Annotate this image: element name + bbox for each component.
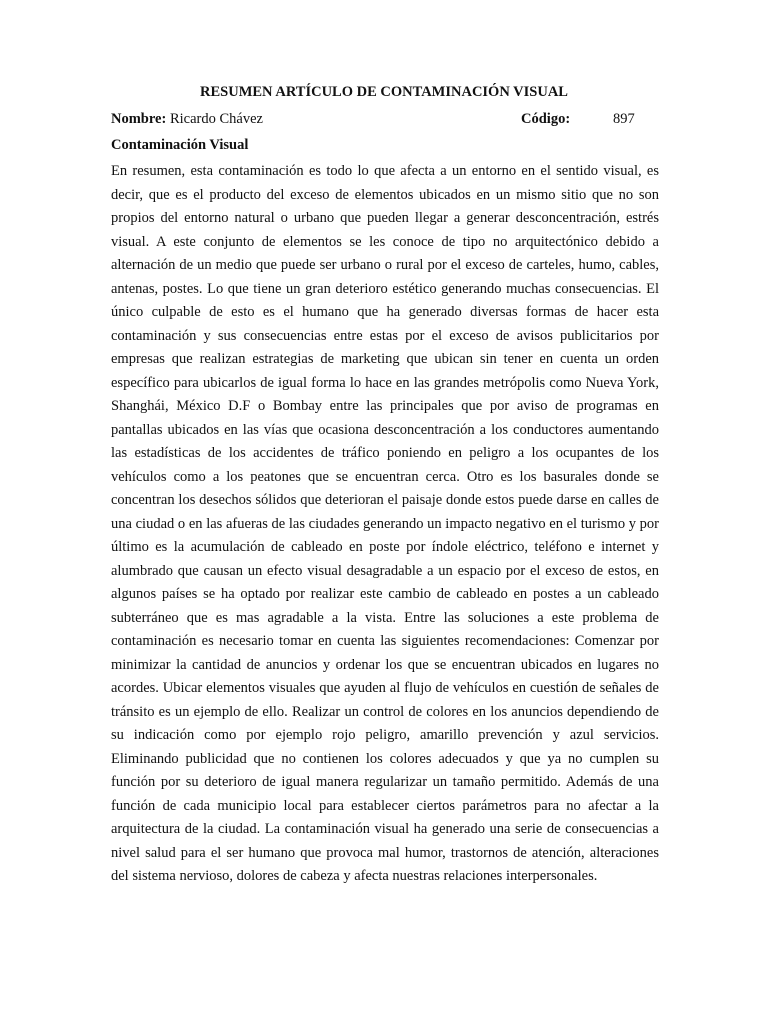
code-value: 897 — [613, 111, 635, 127]
student-info-row — [111, 111, 659, 131]
name-label: Nombre: — [111, 111, 167, 127]
name-field — [111, 111, 263, 127]
document-title: RESUMEN ARTÍCULO DE CONTAMINACIÓN VISUAL — [200, 84, 568, 100]
code-label: Código: — [521, 111, 571, 127]
code-field — [521, 111, 570, 128]
section-heading: Contaminación Visual — [111, 137, 249, 153]
name-value: Ricardo Chávez — [166, 111, 263, 127]
body-paragraph: En resumen, esta contaminación es todo lo que afecta a un entorno en el sentido visual, es decir, que es el producto del exceso de elementos ubicados en un mismo sitio que no son propios del entorno natural o urbano que pueden llegar a generar desconcentración, estrés visual. A este conjunto de elementos se les conoce de tipo no arquitectónico debido a alternación de un medio que puede ser urbano o rural por el exceso de carteles, humo, cables, antenas, postes. Lo que tiene un gran deterioro estético generando muchas consecuencias. El único culpable de esto es el humano que ha generado diversas formas de hacer esta contaminación y sus consecuencias entre estas por el exceso de avisos publicitarios por empresas que realizan estrategias de marketing que ubican sin tener en cuenta un orden específico para ubicarlos de igual forma lo hace en las grandes metrópolis como Nueva York, Shanghái, México D.F o Bombay entre las principales que por aviso de programas en pantallas ubicados en las vías que ocasiona desconcentración a los conductores aumentando las estadísticas de los accidentes de tráfico poniendo en peligro a los ocupantes de los vehículos como a los peatones que se encuentran cerca. Otro es los basurales donde se concentran los desechos sólidos que deterioran el paisaje donde estos puede darse en calles de una ciudad o en las afueras de las ciudades generando un impacto negativo en el turismo y por último es la acumulación de cableado en poste por índole eléctrico, teléfono e internet y alumbrado que causan un efecto visual desagradable a un espacio por el exceso de estos, en algunos países se ha optado por realizar este cambio de cableado en postes a un cableado subterráneo que es mas agradable a la vista. Entre las soluciones a este problema de contaminación es necesario tomar en cuenta las siguientes recomendaciones: Comenzar por minimizar la cantidad de anuncios y ordenar los que se encuentran ubicados en lugares no acordes. Ubicar elementos visuales que ayuden al flujo de vehículos en cuestión de señales de tránsito es un ejemplo de ello. Realizar un control de colores en los anuncios dependiendo de su indicación como por ejemplo rojo peligro, amarillo prevención y azul servicios. Eliminando publicidad que no contienen los colores adecuados y que ya no cumplen su función por su deterioro de igual manera regularizar un tamaño permitido. Además de una función de cada municipio local para establecer ciertos parámetros para no afectar a la arquitectura de la ciudad. La contaminación visual ha generado una serie de consecuencias a nivel salud para el ser humano que provoca mal humor, trastornos de atención, alteraciones del sistema nervioso, dolores de cabeza y afecta nuestras relaciones interpersonales. — [111, 163, 659, 884]
